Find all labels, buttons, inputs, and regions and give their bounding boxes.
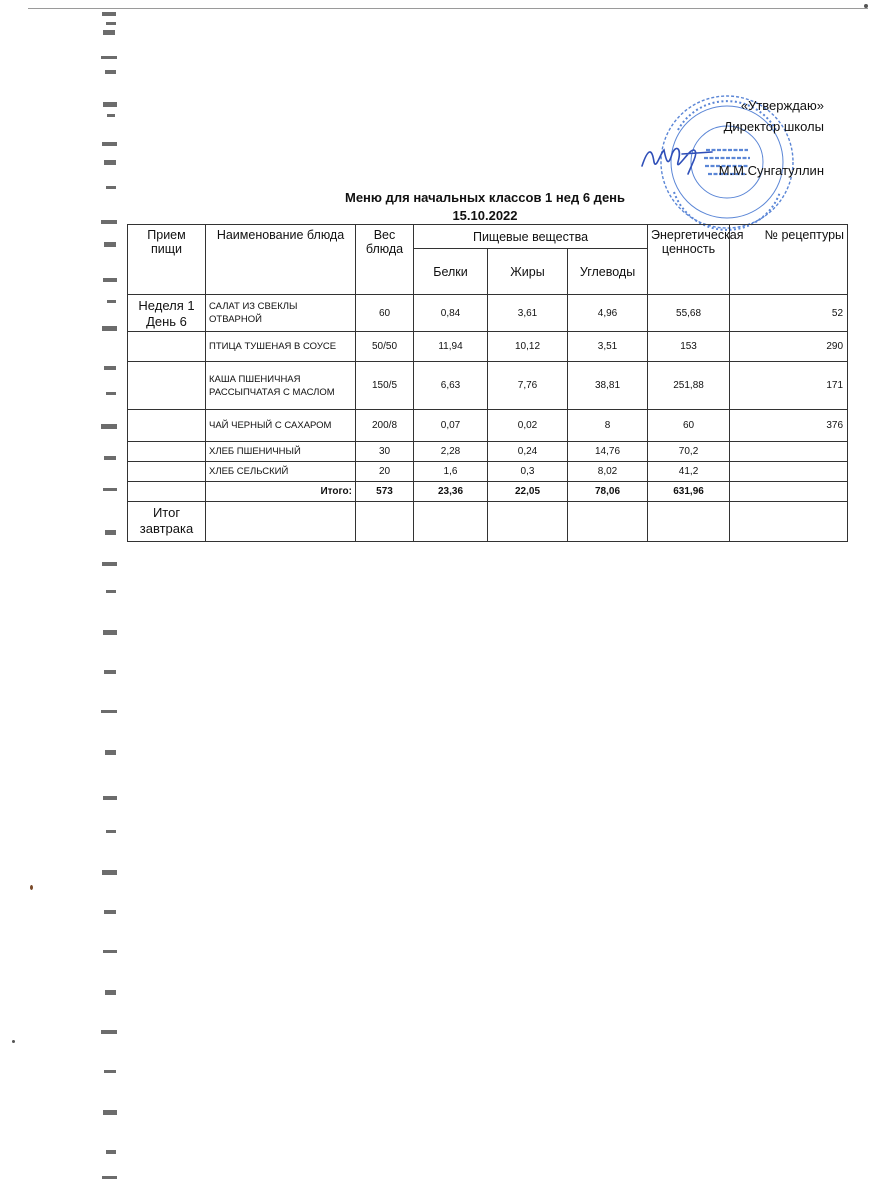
dish-energy: 153 [648,332,730,362]
dish-protein: 1,6 [414,462,488,482]
dish-carbs: 3,51 [568,332,648,362]
dish-name: КАША ПШЕНИЧНАЯ РАССЫПЧАТАЯ С МАСЛОМ [206,362,356,410]
dish-weight: 60 [356,295,414,332]
dish-fat: 0,02 [488,410,568,442]
director-name: М.М.Сунгатуллин [718,163,824,178]
dish-recipe: 376 [730,410,848,442]
empty-meal-cell [128,410,206,442]
menu-date: 15.10.2022 [452,208,518,223]
dish-recipe [730,462,848,482]
dish-protein: 11,94 [414,332,488,362]
header-protein: Белки [414,249,488,295]
dish-weight: 20 [356,462,414,482]
dish-energy: 41,2 [648,462,730,482]
dish-fat: 3,61 [488,295,568,332]
dish-name: ЧАЙ ЧЕРНЫЙ С САХАРОМ [206,410,356,442]
scan-speck [30,885,33,890]
dish-energy: 60 [648,410,730,442]
header-nutrients: Пищевые вещества [414,225,648,249]
empty-cell [488,502,568,542]
dish-weight: 30 [356,442,414,462]
header-recipe: № рецептуры [730,225,848,295]
approval-line2: Директор школы [723,119,824,134]
dish-energy: 70,2 [648,442,730,462]
dish-fat: 7,76 [488,362,568,410]
table-row [128,462,848,482]
empty-meal-cell [128,442,206,462]
dish-protein: 6,63 [414,362,488,410]
total-row [128,482,848,502]
dish-weight: 200/8 [356,410,414,442]
dish-recipe [730,442,848,462]
dish-name: ХЛЕБ ПШЕНИЧНЫЙ [206,442,356,462]
dish-carbs: 38,81 [568,362,648,410]
dish-fat: 0,3 [488,462,568,482]
dish-name: ХЛЕБ СЕЛЬСКИЙ [206,462,356,482]
empty-recipe-cell [730,482,848,502]
dish-protein: 2,28 [414,442,488,462]
dish-weight: 150/5 [356,362,414,410]
approval-line1: «Утверждаю» [740,98,824,113]
approval-block [719,95,824,181]
dish-name: САЛАТ ИЗ СВЕКЛЫ ОТВАРНОЙ [206,295,356,332]
scan-speck [12,1040,15,1043]
header-row [128,225,848,249]
table-row [128,410,848,442]
header-meal: Прием пищи [128,225,206,295]
header-carbs: Углеводы [568,249,648,295]
dish-name: ПТИЦА ТУШЕНАЯ В СОУСЕ [206,332,356,362]
dish-energy: 251,88 [648,362,730,410]
empty-meal-cell [128,362,206,410]
dish-recipe: 52 [730,295,848,332]
table-row [128,362,848,410]
binding-holes-strip [98,10,124,1190]
total-carbs: 78,06 [568,482,648,502]
empty-cell [206,502,356,542]
table-row [128,295,848,332]
dish-carbs: 8 [568,410,648,442]
meal-label: Неделя 1 День 6 [128,295,206,332]
dish-carbs: 4,96 [568,295,648,332]
total-weight: 573 [356,482,414,502]
dish-carbs: 8,02 [568,462,648,482]
dish-energy: 55,68 [648,295,730,332]
dish-fat: 0,24 [488,442,568,462]
menu-table [127,224,848,542]
empty-cell [356,502,414,542]
empty-meal-cell [128,332,206,362]
dish-protein: 0,07 [414,410,488,442]
total-protein: 23,36 [414,482,488,502]
dish-carbs: 14,76 [568,442,648,462]
table-row [128,332,848,362]
dish-recipe: 171 [730,362,848,410]
dish-recipe: 290 [730,332,848,362]
breakfast-total-row [128,502,848,542]
menu-title: Меню для начальных классов 1 нед 6 день [344,190,626,205]
empty-cell [568,502,648,542]
header-energy: Энергетическая ценность [648,225,730,295]
page-top-edge [28,8,868,9]
header-dish: Наименование блюда [206,225,356,295]
director-signature [638,140,718,178]
breakfast-total-label: Итог завтрака [128,502,206,542]
header-weight: Вес блюда [356,225,414,295]
dish-weight: 50/50 [356,332,414,362]
total-label: Итого: [206,482,356,502]
dish-protein: 0,84 [414,295,488,332]
header-fat: Жиры [488,249,568,295]
empty-cell [414,502,488,542]
empty-meal-cell [128,462,206,482]
scan-speck [864,4,868,8]
empty-meal-cell [128,482,206,502]
table-row [128,442,848,462]
total-energy: 631,96 [648,482,730,502]
empty-cell [648,502,730,542]
total-fat: 22,05 [488,482,568,502]
empty-cell [730,502,848,542]
dish-fat: 10,12 [488,332,568,362]
